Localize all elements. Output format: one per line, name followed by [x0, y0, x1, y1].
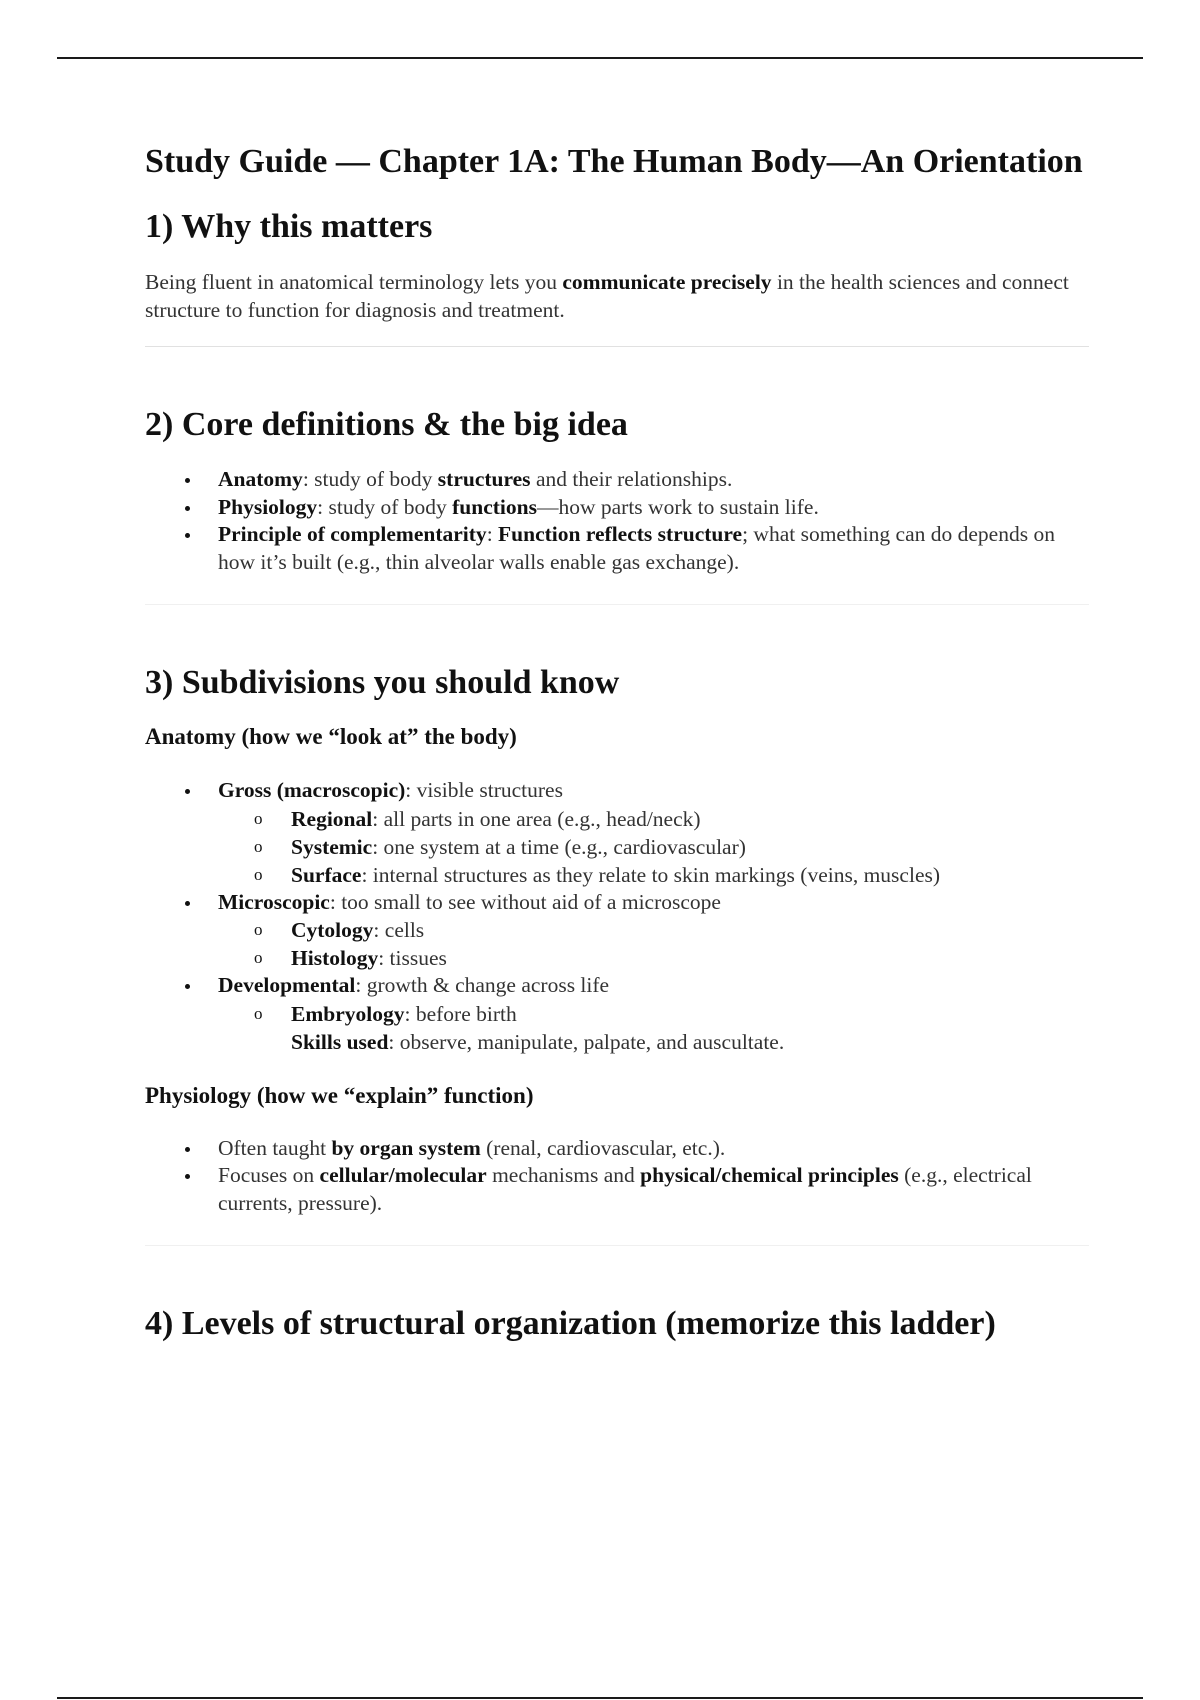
bold-run: Cytology — [291, 918, 374, 942]
list-item — [145, 1162, 1089, 1217]
bold-run: functions — [452, 494, 537, 519]
section-why-this-matters — [145, 205, 1089, 324]
text-run: : internal structures as they relate to skin markings (veins, muscles) — [361, 862, 941, 887]
text-run: (e.g., electrical currents, pressure). — [218, 1163, 1032, 1215]
section-divider — [145, 346, 1089, 347]
bold-run: Embryology — [291, 1001, 405, 1026]
section-heading: 3) Subdivisions you should know — [145, 664, 620, 701]
text-run: : study of body — [302, 467, 438, 491]
sublist-item — [218, 944, 1089, 972]
page-top-rule — [57, 57, 1143, 59]
document-title: Study Guide — Chapter 1A: The Human Body—An Orientation — [145, 143, 1083, 180]
bold-run: Anatomy — [218, 467, 303, 491]
physiology-subheading: Physiology (how we “explain” function) — [145, 1082, 534, 1108]
bold-run: Histology — [291, 946, 379, 970]
text-run: : all parts in one area (e.g., head/neck) — [372, 806, 701, 831]
text-run: in the health sciences and connect structure to function for diagnosis and treatment. — [145, 270, 1069, 322]
document-page — [145, 140, 1089, 1345]
bold-run: Gross (macroscopic) — [218, 778, 406, 802]
bold-run: cellular/molecular — [319, 1163, 487, 1187]
page-bottom-rule — [57, 1697, 1143, 1699]
list-item — [145, 466, 1089, 494]
bold-run: Regional — [291, 806, 373, 831]
text-run: (renal, cardiovascular, etc.). — [480, 1135, 726, 1160]
bold-run: Principle of complementarity — [218, 522, 487, 546]
section-paragraph — [145, 268, 1089, 324]
sublist-item — [218, 833, 1089, 861]
bold-run: structures — [437, 467, 531, 491]
bold-run: by organ system — [331, 1135, 481, 1160]
list-item — [145, 521, 1089, 576]
text-run: : growth & change across life — [355, 973, 610, 997]
section-divider — [145, 604, 1089, 605]
section-levels-of-organization — [145, 1302, 1089, 1345]
text-run: : observe, manipulate, palpate, and auscultate. — [388, 1029, 785, 1054]
text-run: and their relationships. — [530, 467, 733, 491]
bold-run: Systemic — [291, 834, 373, 859]
list-item — [145, 1135, 1089, 1163]
sublist-item — [218, 916, 1089, 944]
anatomy-list — [145, 777, 1089, 1057]
sublist-item — [218, 1000, 1089, 1028]
bold-run: physical/chemical principles — [640, 1163, 899, 1187]
list-item — [145, 889, 1089, 973]
list-item — [145, 494, 1089, 522]
sublist-item — [218, 861, 1089, 889]
bold-run: Function reflects structure — [498, 522, 743, 546]
sublist — [218, 916, 1089, 972]
skills-note — [218, 1028, 1089, 1057]
physiology-list — [145, 1135, 1089, 1218]
sublist — [218, 805, 1089, 889]
bold-run: Surface — [291, 862, 362, 887]
text-run: : cells — [373, 918, 425, 942]
text-run: : visible structures — [405, 778, 563, 802]
section-subdivisions — [145, 661, 1089, 1217]
bold-run: Physiology — [218, 494, 318, 519]
text-run: : study of body — [317, 494, 453, 519]
text-run: Often taught — [218, 1135, 332, 1160]
anatomy-subheading: Anatomy (how we “look at” the body) — [145, 724, 517, 749]
text-run: Focuses on — [218, 1163, 320, 1187]
text-run: ; what something can do depends on how it’s built (e.g., thin alveolar walls enable gas exchange). — [218, 522, 1055, 574]
text-run: —how parts work to sustain life. — [536, 494, 819, 519]
text-run: : — [486, 522, 499, 546]
list-item — [145, 972, 1089, 1057]
text-run: : before birth — [404, 1001, 517, 1026]
definitions-list — [145, 466, 1089, 576]
text-run: : one system at a time (e.g., cardiovascular) — [372, 834, 746, 859]
bold-run: Microscopic — [218, 889, 330, 914]
sublist-item — [218, 805, 1089, 833]
section-core-definitions — [145, 403, 1089, 576]
section-heading: 2) Core definitions & the big idea — [145, 406, 628, 443]
text-run: : too small to see without aid of a microscope — [329, 889, 721, 914]
bold-run: Developmental — [218, 973, 356, 997]
section-heading: 1) Why this matters — [145, 208, 433, 245]
bold-run: communicate precisely — [562, 270, 772, 294]
section-heading: 4) Levels of structural organization (memorize this ladder) — [145, 1305, 996, 1342]
text-run: : tissues — [378, 946, 447, 970]
bold-run: Skills used — [291, 1029, 389, 1054]
section-divider — [145, 1245, 1089, 1246]
sublist — [218, 1000, 1089, 1028]
text-run: mechanisms and — [486, 1163, 641, 1187]
text-run: Being fluent in anatomical terminology lets you — [145, 270, 563, 294]
list-item — [145, 777, 1089, 889]
